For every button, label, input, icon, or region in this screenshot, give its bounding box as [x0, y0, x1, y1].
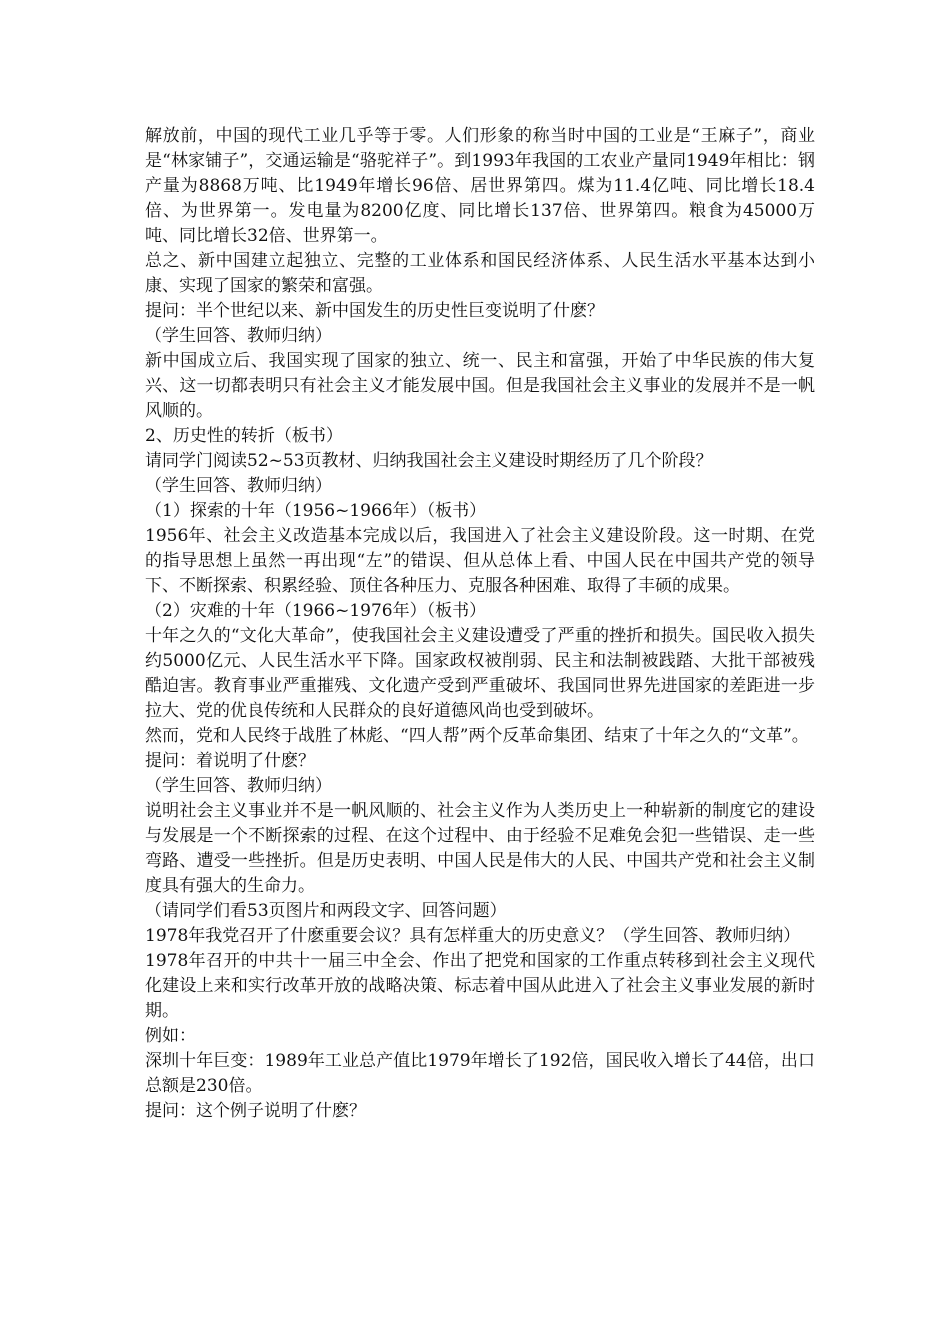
paragraph-answer-2: 说明社会主义事业并不是一帆风顺的、社会主义作为人类历史上一种崭新的制度它的建设与发展是一个不断探索的过程、在这个过程中、由于经验不足难免会犯一些错误、走一些弯路、遭受一些挫折。但是历史表明、中国人民是伟大的人民、中国共产党和社会主义制度具有强大的生命力。 — [145, 801, 815, 896]
paragraph-student-answer-2: （学生回答、教师归纳） — [145, 476, 332, 496]
document-body — [145, 124, 815, 1124]
paragraph-answer-3: 1978年召开的中共十一届三中全会、作出了把党和国家的工作重点转移到社会主义现代化建设上来和实行改革开放的战略决策、标志着中国从此进入了社会主义事业发展的新时期。 — [145, 951, 815, 1021]
paragraph-stage-2-heading: （2）灾难的十年（1966~1976年）（板书） — [145, 601, 487, 621]
paragraph-section-heading: 2、历史性的转折（板书） — [145, 426, 343, 446]
paragraph-industry-history: 解放前，中国的现代工业几乎等于零。人们形象的称当时中国的工业是“王麻子”，商业是“林家铺子”，交通运输是“骆驼祥子”。到1993年我国的工农业产量同1949年相比：钢产量为8868万吨、比1949年增长96倍、居世界第四。煤为11.4亿吨、同比增长18.4倍、为世界第一。发电量为8200亿度、同比增长137倍、世界第四。粮食为45000万吨、同比增长32倍、世界第一。 — [145, 126, 815, 246]
paragraph-stage-1-heading: （1）探索的十年（1956~1966年）（板书） — [145, 501, 487, 521]
paragraph-example-body: 深圳十年巨变：1989年工业总产值比1979年增长了192倍，国民收入增长了44倍，出口总额是230倍。 — [145, 1051, 815, 1096]
paragraph-summary: 总之、新中国建立起独立、完整的工业体系和国民经济体系、人民生活水平基本达到小康、实现了国家的繁荣和富强。 — [145, 251, 815, 296]
paragraph-question-4: 提问：这个例子说明了什麽？ — [145, 1101, 366, 1121]
paragraph-student-answer-1: （学生回答、教师归纳） — [145, 326, 332, 346]
paragraph-question-2: 提问：着说明了什麽？ — [145, 751, 315, 771]
paragraph-question-1: 提问：半个世纪以来、新中国发生的历史性巨变说明了什麽？ — [145, 301, 604, 321]
paragraph-question-3: 1978年我党召开了什麽重要会议？具有怎样重大的历史意义？（学生回答、教师归纳） — [145, 926, 801, 946]
paragraph-stage-2-end: 然而，党和人民终于战胜了林彪、“四人帮”两个反革命集团、结束了十年之久的“文革”。 — [145, 726, 809, 746]
paragraph-stage-2-body: 十年之久的“文化大革命”，使我国社会主义建设遭受了严重的挫折和损失。国民收入损失约5000亿元、人民生活水平下降。国家政权被削弱、民主和法制被践踏、大批干部被残酷迫害。教育事业严重摧残、文化遗产受到严重破坏、我国同世界先进国家的差距进一步拉大、党的优良传统和人民群众的良好道德风尚也受到破坏。 — [145, 626, 815, 721]
paragraph-answer-1: 新中国成立后、我国实现了国家的独立、统一、民主和富强，开始了中华民族的伟大复兴、这一切都表明只有社会主义才能发展中国。但是我国社会主义事业的发展并不是一帆风顺的。 — [145, 351, 815, 421]
paragraph-reading-task-2: （请同学们看53页图片和两段文字、回答问题） — [145, 901, 507, 921]
paragraph-reading-task: 请同学门阅读52~53页教材、归纳我国社会主义建设时期经历了几个阶段？ — [145, 451, 713, 471]
paragraph-example-label: 例如： — [145, 1026, 196, 1046]
paragraph-stage-1-body: 1956年、社会主义改造基本完成以后，我国进入了社会主义建设阶段。这一时期、在党的指导思想上虽然一再出现“左”的错误、但从总体上看、中国人民在中国共产党的领导下、不断探索、积累经验、顶住各种压力、克服各种困难、取得了丰硕的成果。 — [145, 526, 815, 596]
paragraph-student-answer-3: （学生回答、教师归纳） — [145, 776, 332, 796]
